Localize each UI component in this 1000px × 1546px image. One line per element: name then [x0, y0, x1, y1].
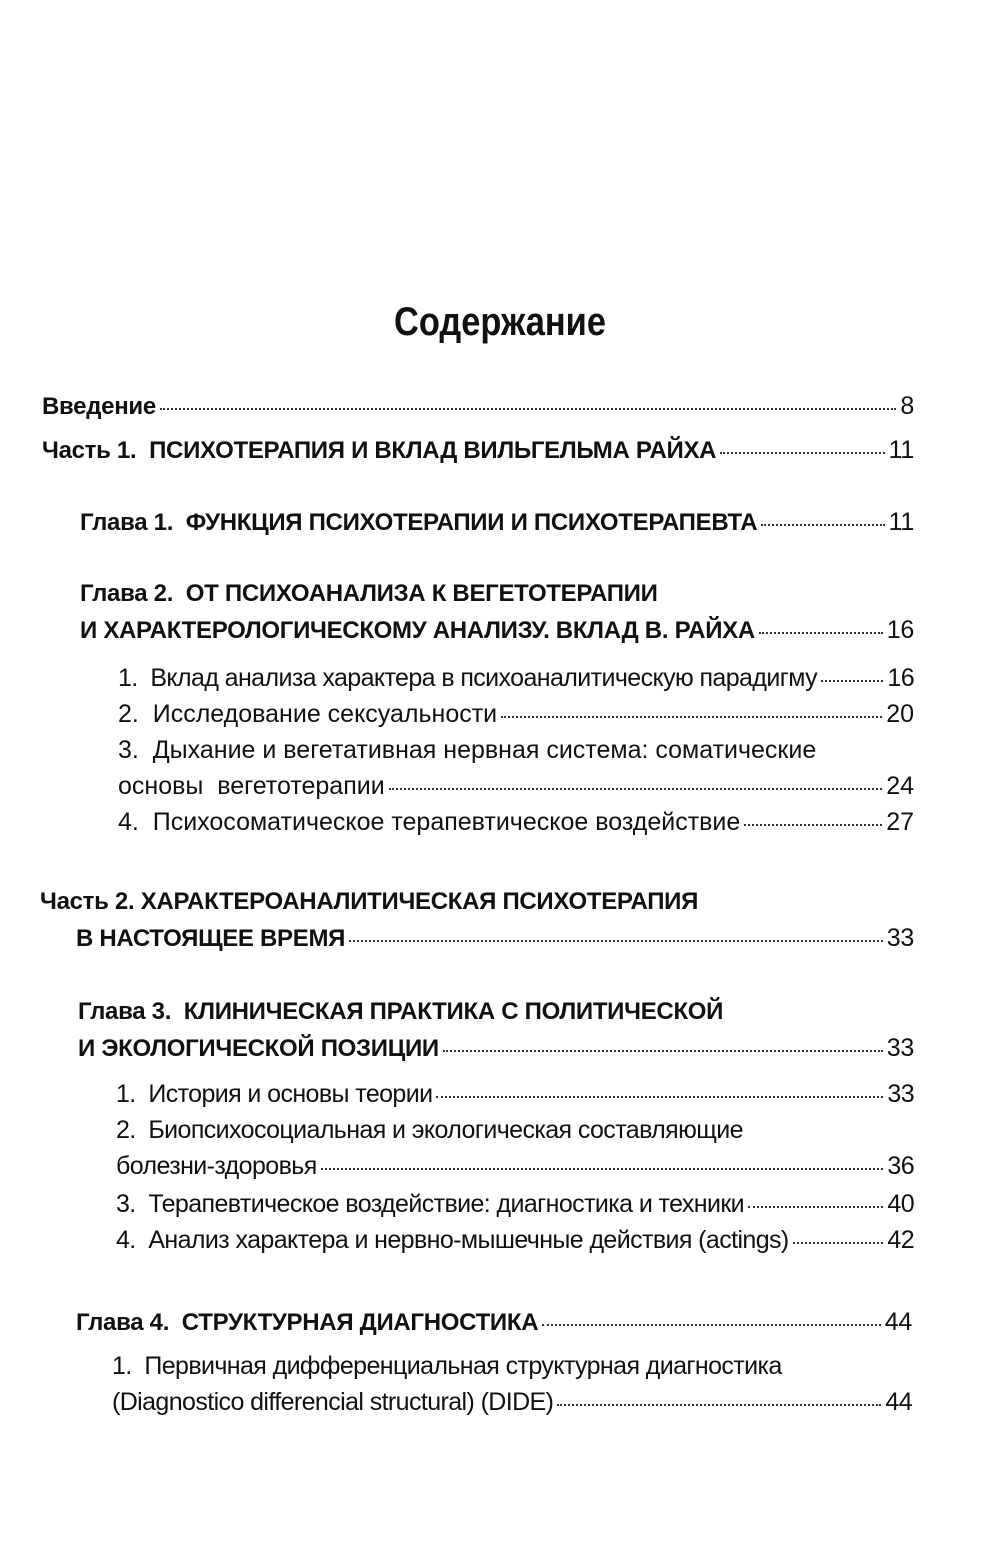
dot-leader [349, 940, 883, 942]
toc-entry-part2 [40, 884, 914, 956]
toc-entry-chapter2-4 [118, 804, 914, 840]
toc-entry-chapter3-3 [116, 1186, 914, 1222]
toc-page-number: 33 [886, 1034, 914, 1062]
toc-entry-chapter2-3 [118, 732, 914, 804]
toc-page-number: 40 [887, 1190, 914, 1218]
dot-leader [557, 1404, 881, 1406]
toc-label: 4. Анализ характера и нервно-мышечные действия (actings) [116, 1226, 789, 1254]
toc-page-number: 16 [886, 616, 914, 644]
dot-leader [748, 1206, 883, 1208]
toc-page-number: 33 [886, 924, 914, 952]
toc-entry-chapter3 [78, 994, 914, 1066]
toc-entry-intro [42, 388, 914, 424]
dot-leader [793, 1242, 884, 1244]
toc-entry-chapter4 [76, 1304, 912, 1340]
toc-label-line2: В НАСТОЯЩЕЕ ВРЕМЯ [76, 925, 346, 952]
page-title: Содержание [394, 300, 606, 344]
toc-label: 1. Вклад анализа характера в психоаналитическую парадигму [118, 664, 817, 692]
dot-leader [761, 524, 884, 526]
dot-leader [389, 788, 883, 790]
toc-page-number: 24 [886, 772, 914, 800]
dot-leader [443, 1050, 883, 1052]
toc-label: Глава 1. ФУНКЦИЯ ПСИХОТЕРАПИИ И ПСИХОТЕРАПЕВТА [80, 509, 758, 536]
toc-label-line2: И ХАРАКТЕРОЛОГИЧЕСКОМУ АНАЛИЗУ. ВКЛАД В. РАЙХА [80, 617, 755, 644]
toc-page-number: 16 [887, 664, 914, 692]
toc-label-line1: Часть 2. ХАРАКТЕРОАНАЛИТИЧЕСКАЯ ПСИХОТЕРАПИЯ [40, 888, 699, 915]
toc-page-number: 36 [887, 1152, 914, 1180]
toc-page-number: 8 [900, 392, 914, 420]
dot-leader [759, 632, 883, 634]
toc-label-line1: 2. Биопсихосоциальная и экологическая составляющие [116, 1116, 743, 1144]
toc-label-line1: Глава 3. КЛИНИЧЕСКАЯ ПРАКТИКА С ПОЛИТИЧЕСКОЙ [78, 998, 724, 1025]
toc-page-number: 33 [887, 1080, 914, 1108]
toc-label: Глава 4. СТРУКТУРНАЯ ДИАГНОСТИКА [76, 1309, 539, 1336]
dot-leader [160, 408, 896, 410]
toc-entry-chapter3-4 [116, 1222, 914, 1258]
toc-page-number: 44 [884, 1308, 912, 1336]
toc-label: 2. Исследование сексуальности [118, 700, 498, 728]
dot-leader [720, 452, 884, 454]
toc-page-number: 11 [888, 508, 914, 536]
toc-label: Введение [42, 393, 156, 420]
dot-leader [744, 824, 882, 826]
toc-label-line1: 1. Первичная дифференциальная структурная диагностика [112, 1352, 782, 1380]
toc-entry-chapter4-1 [112, 1348, 912, 1420]
dot-leader [501, 716, 882, 718]
toc-entry-chapter1 [80, 504, 914, 540]
toc-entry-chapter3-1 [116, 1076, 914, 1112]
toc-page-number: 42 [887, 1226, 914, 1254]
toc-page-number: 44 [885, 1388, 912, 1416]
dot-leader [821, 680, 883, 682]
toc-page-number: 20 [886, 700, 914, 728]
toc-entry-chapter3-2 [116, 1112, 914, 1184]
toc-label-line1: Глава 2. ОТ ПСИХОАНАЛИЗА К ВЕГЕТОТЕРАПИИ [80, 580, 658, 607]
dot-leader [542, 1324, 881, 1326]
toc-label: 3. Терапевтическое воздействие: диагностика и техники [116, 1190, 745, 1218]
toc-label: Часть 1. ПСИХОТЕРАПИЯ И ВКЛАД ВИЛЬГЕЛЬМА РАЙХА [42, 437, 717, 464]
toc-entry-chapter2 [80, 576, 914, 648]
dot-leader [321, 1168, 884, 1170]
toc-label-line2: основы вегетотерапии [118, 772, 385, 800]
toc-page-number: 27 [886, 808, 914, 836]
toc-label: 4. Психосоматическое терапевтическое воздействие [118, 808, 741, 836]
toc-label: 1. История и основы теории [116, 1080, 433, 1108]
toc-entry-part1 [42, 432, 914, 468]
toc-label-line2: (Diagnostico differencial structural) (DIDE) [112, 1388, 554, 1416]
dot-leader [436, 1096, 883, 1098]
toc-label-line1: 3. Дыхание и вегетативная нервная система: соматические [118, 736, 817, 764]
toc-label-line2: И ЭКОЛОГИЧЕСКОЙ ПОЗИЦИИ [78, 1035, 439, 1062]
toc-entry-chapter2-1 [118, 660, 914, 696]
toc-page-number: 11 [888, 436, 914, 464]
toc-label-line2: болезни-здоровья [116, 1152, 317, 1180]
toc-entry-chapter2-2 [118, 696, 914, 732]
